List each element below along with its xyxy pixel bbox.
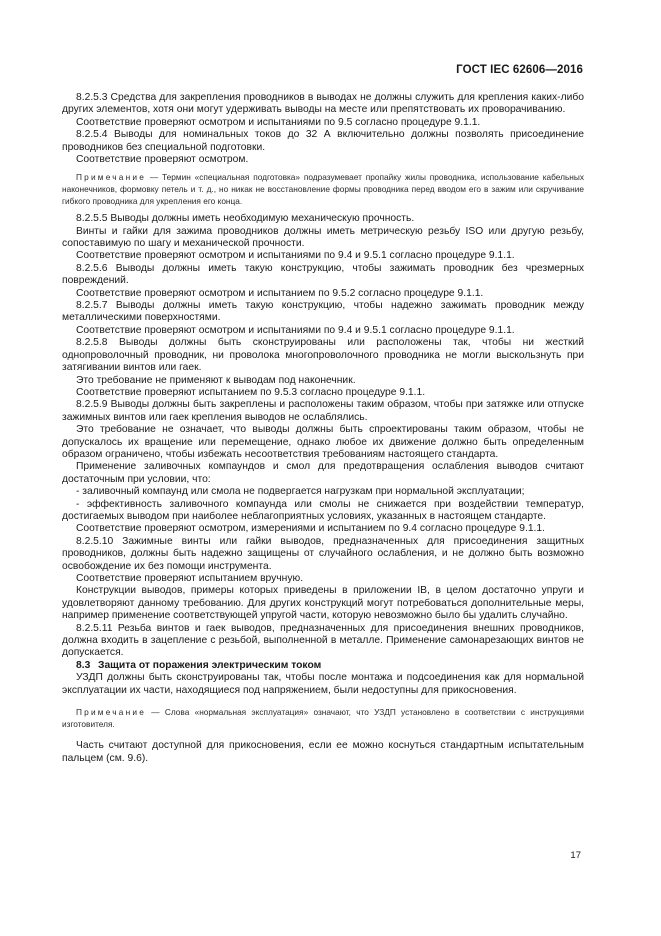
body-paragraph: Соответствие проверяют осмотром и испытаниями по 9.5 согласно процедуре 9.1.1. xyxy=(76,116,481,128)
page-number: 17 xyxy=(570,850,581,861)
spacer xyxy=(62,697,584,707)
body-paragraph: Это требование не применяют к выводам под наконечник. xyxy=(76,374,356,386)
note-text: — Термин «специальная подготовка» подразумевает пропайку жилы проводника, использование кабельных наконечников, формовку петель и т. д., но никак не восстановление формы проводника перед вводом его в зажим или скручивание гибкого проводника для укрепления его конца. xyxy=(62,172,584,206)
body-paragraph: Соответствие проверяют осмотром и испытаниями по 9.4 и 9.5.1 согласно процедуре 9.1.1. xyxy=(76,250,515,262)
body-paragraph: Часть считают доступной для прикосновения, если ее можно коснуться стандартным испытательным пальцем (см. 9.6). xyxy=(62,740,584,764)
body-paragraph: УЗДП должны быть сконструированы так, чтобы после монтажа и подсоединения как для нормальной эксплуатации их части, находящиеся под напряжением, были недоступны для прикосновения. xyxy=(62,672,584,696)
body-paragraph: - заливочный компаунд или смола не подвергается нагрузкам при нормальной эксплуатации; xyxy=(76,486,525,498)
body-paragraph: 8.2.5.3 Средства для закрепления проводников в выводах не должны служить для крепления каких-либо других элементов, хотя они могут удерживать выводы на месте или препятствовать их проворачиванию. xyxy=(62,92,584,116)
body-paragraph: Конструкции выводов, примеры которых приведены в приложении IB, в целом достаточно упруги и удовлетворяют данному требованию. Для других конструкций могут потребоваться дополнительные меры, например применение соответствующей упругой части, которую невозможно было бы удалить случайно. xyxy=(62,585,584,622)
body-paragraph: Винты и гайки для зажима проводников должны иметь метрическую резьбу ISO или другую резьбу, сопоставимую по шагу и механической прочности. xyxy=(62,225,584,250)
body-paragraph: 8.2.5.5 Выводы должны иметь необходимую механическую прочность. xyxy=(76,213,415,225)
body-paragraph: 8.2.5.7 Выводы должны иметь такую конструкцию, чтобы надежно зажимать проводник между металлическими поверхностями. xyxy=(62,300,584,324)
body-paragraph: Соответствие проверяют осмотром и испытанием по 9.5.2 согласно процедуре 9.1.1. xyxy=(76,287,484,299)
note-paragraph xyxy=(62,707,584,730)
note-label: Примечание xyxy=(76,707,147,718)
standard-header: ГОСТ IEC 62606—2016 xyxy=(456,64,583,76)
section-title: Защита от поражения электрическим током xyxy=(98,659,322,671)
body-paragraph: 8.2.5.6 Выводы должны иметь такую конструкцию, чтобы зажимать проводник без чрезмерных повреждений. xyxy=(62,262,584,287)
body-paragraph: 8.2.5.8 Выводы должны быть сконструированы или расположены так, чтобы ни жесткий однопроволочный проводник, ни проволока многопроволочного проводника не могли выскользнуть при затягивании винтов или гаек. xyxy=(62,337,584,374)
body-paragraph: Соответствие проверяют испытанием вручную. xyxy=(76,573,304,584)
body-paragraph: Соответствие проверяют осмотром. xyxy=(76,154,249,166)
document-body xyxy=(62,92,584,765)
body-paragraph: 8.2.5.4 Выводы для номинальных токов до 32 А включительно должны позволять присоединение проводников без специальной подготовки. xyxy=(62,129,584,153)
note-label: Примечание xyxy=(76,172,147,183)
body-paragraph: 8.2.5.10 Зажимные винты или гайки выводов, предназначенных для присоединения защитных проводников, должны быть надежно защищены от случайного ослабления, и не должно быть возможно освобождение их без помощи инструмента. xyxy=(62,535,584,572)
body-paragraph: 8.2.5.9 Выводы должны быть закреплены и расположены таким образом, чтобы при затяжке или отпуске зажимных винтов или гаек крепления выводов не ослаблялись. xyxy=(62,399,584,423)
section-heading xyxy=(62,660,584,672)
body-paragraph: Соответствие проверяют испытанием по 9.5.3 согласно процедуре 9.1.1. xyxy=(76,386,426,398)
body-paragraph: Соответствие проверяют осмотром, измерениями и испытанием по 9.4 согласно процедуре 9.1.1. xyxy=(76,523,545,535)
section-number: 8.3 xyxy=(76,659,91,671)
body-paragraph: - эффективность заливочного компаунда или смолы не снижается при воздействии температур, достигаемых выводом при наиболее неблагоприятных условиях, указанных в настоящем стандарте. xyxy=(62,498,584,522)
body-paragraph: Соответствие проверяют осмотром и испытаниями по 9.4 и 9.5.1 согласно процедуре 9.1.1. xyxy=(76,324,515,336)
body-paragraph: 8.2.5.11 Резьба винтов и гаек выводов, предназначенных для присоединения внешних проводников, должна входить в зацепление с резьбой, выполненной в металле. Применение самонарезающих винтов не допускается. xyxy=(62,622,584,659)
body-paragraph: Применение заливочных компаундов и смол для предотвращения ослабления выводов считают достаточным при условии, что: xyxy=(62,461,584,485)
body-paragraph: Это требование не означает, что выводы должны быть спроектированы таким образом, чтобы не допускалось их вращение или перемещение, однако любое их движение должно быть определенным образом ограничено, чтобы избежать несоответствия требованиям настоящего стандарта. xyxy=(62,424,584,460)
note-text: — Слова «нормальная эксплуатация» означают, что УЗДП установлено в соответствии с инструкциями изготовителя. xyxy=(62,707,584,729)
spacer xyxy=(62,730,584,740)
note-paragraph xyxy=(62,172,584,207)
